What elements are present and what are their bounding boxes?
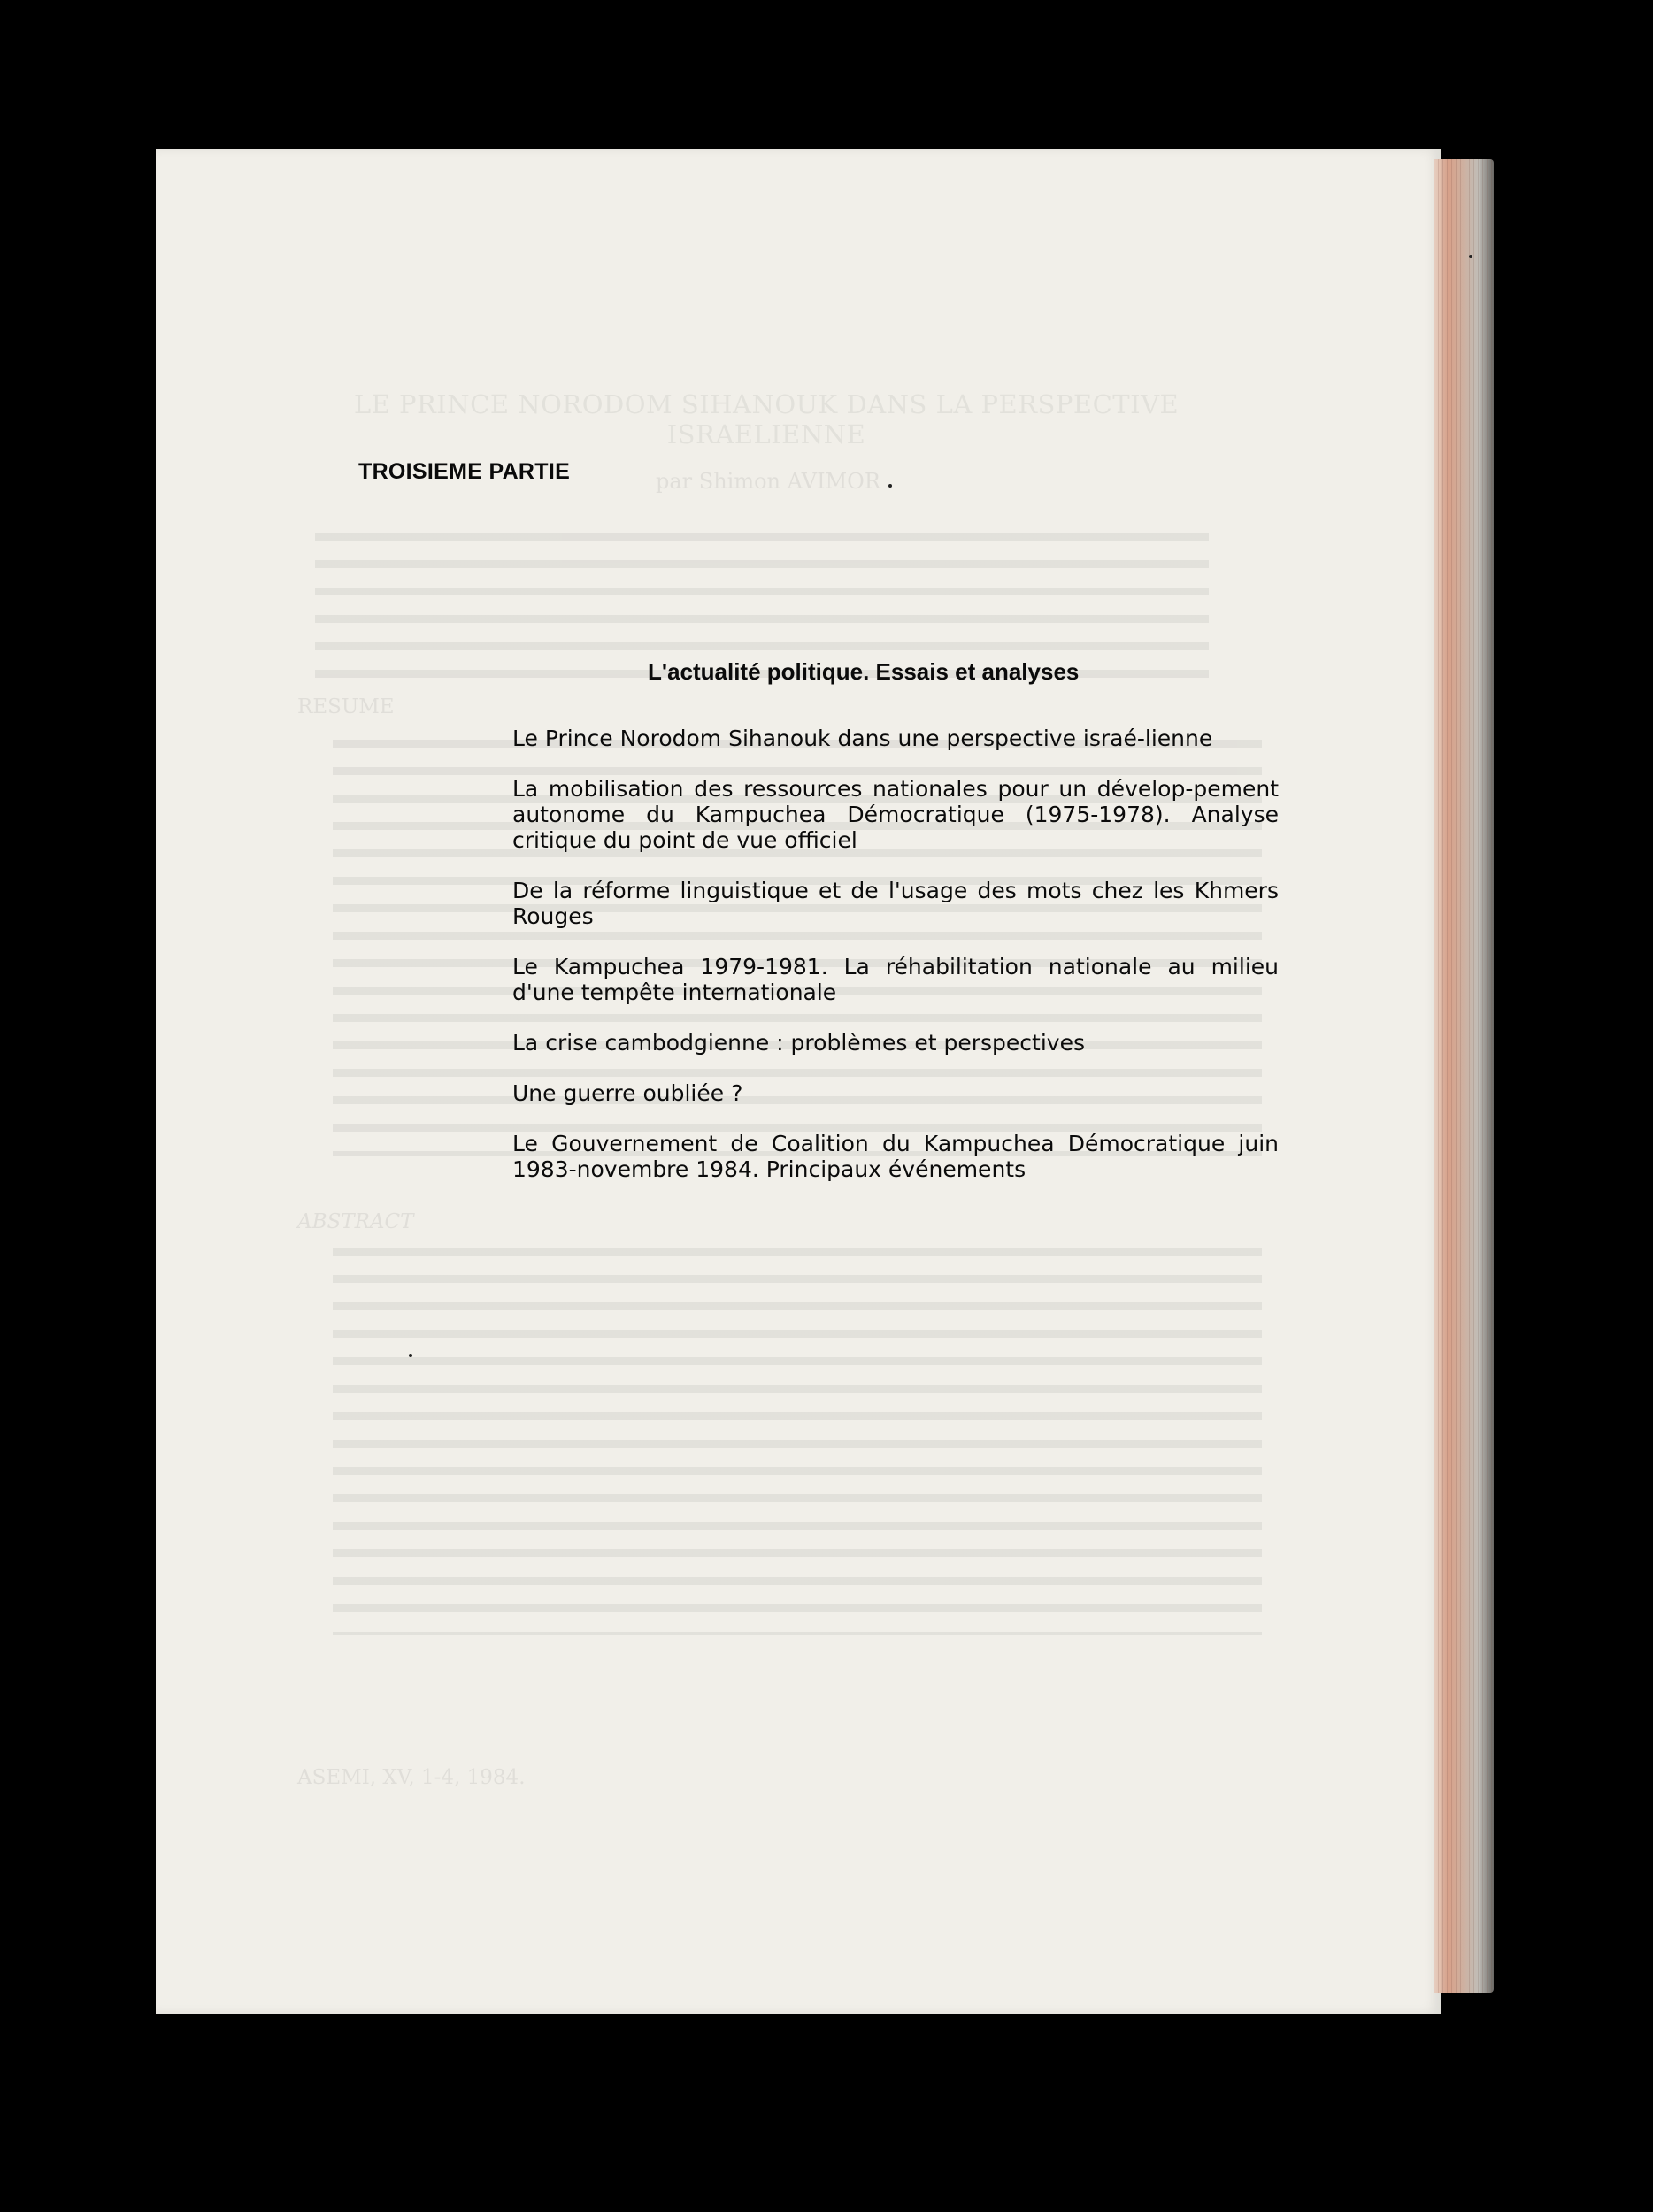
ink-speck [1469,255,1472,258]
section-title: TROISIEME PARTIE [358,459,571,484]
show-through-abstract-heading: ABSTRACT [297,1210,414,1233]
show-through-title: LE PRINCE NORODOM SIHANOUK DANS LA PERSPECTIVE ISRAELIENNE [353,389,1180,449]
show-through-footer: ASEMI, XV, 1-4, 1984. [297,1766,526,1789]
contents-entry: Le Gouvernement de Coalition du Kampuchea Démocratique juin 1983-novembre 1984. Principaux événements [512,1131,1279,1182]
contents-entry: La mobilisation des ressources nationales pour un dévelop-pement autonome du Kampuchea Démocratique (1975-1978). Analyse critique du point de vue officiel [512,776,1279,853]
contents-entry: Le Prince Norodom Sihanouk dans une perspective israé-lienne [512,726,1213,751]
contents-entry: Le Kampuchea 1979-1981. La réhabilitation nationale au milieu d'une tempête internationale [512,954,1279,1005]
contents-entry: La crise cambodgienne : problèmes et perspectives [512,1030,1085,1056]
show-through-abstract-lines [333,1248,1262,1635]
ink-speck [888,484,892,488]
show-through-resume-heading: RESUME [297,695,395,718]
show-through-author: par Shimon AVIMOR [656,469,880,494]
page-edge-stack [1434,159,1494,1993]
page-edge-lines [1434,159,1494,1993]
contents-list [512,726,1279,1207]
contents-entry: Une guerre oubliée ? [512,1080,743,1106]
ink-speck [409,1354,412,1357]
contents-entry: De la réforme linguistique et de l'usage des mots chez les Khmers Rouges [512,878,1279,929]
subheading: L'actualité politique. Essais et analyses [648,658,1080,685]
